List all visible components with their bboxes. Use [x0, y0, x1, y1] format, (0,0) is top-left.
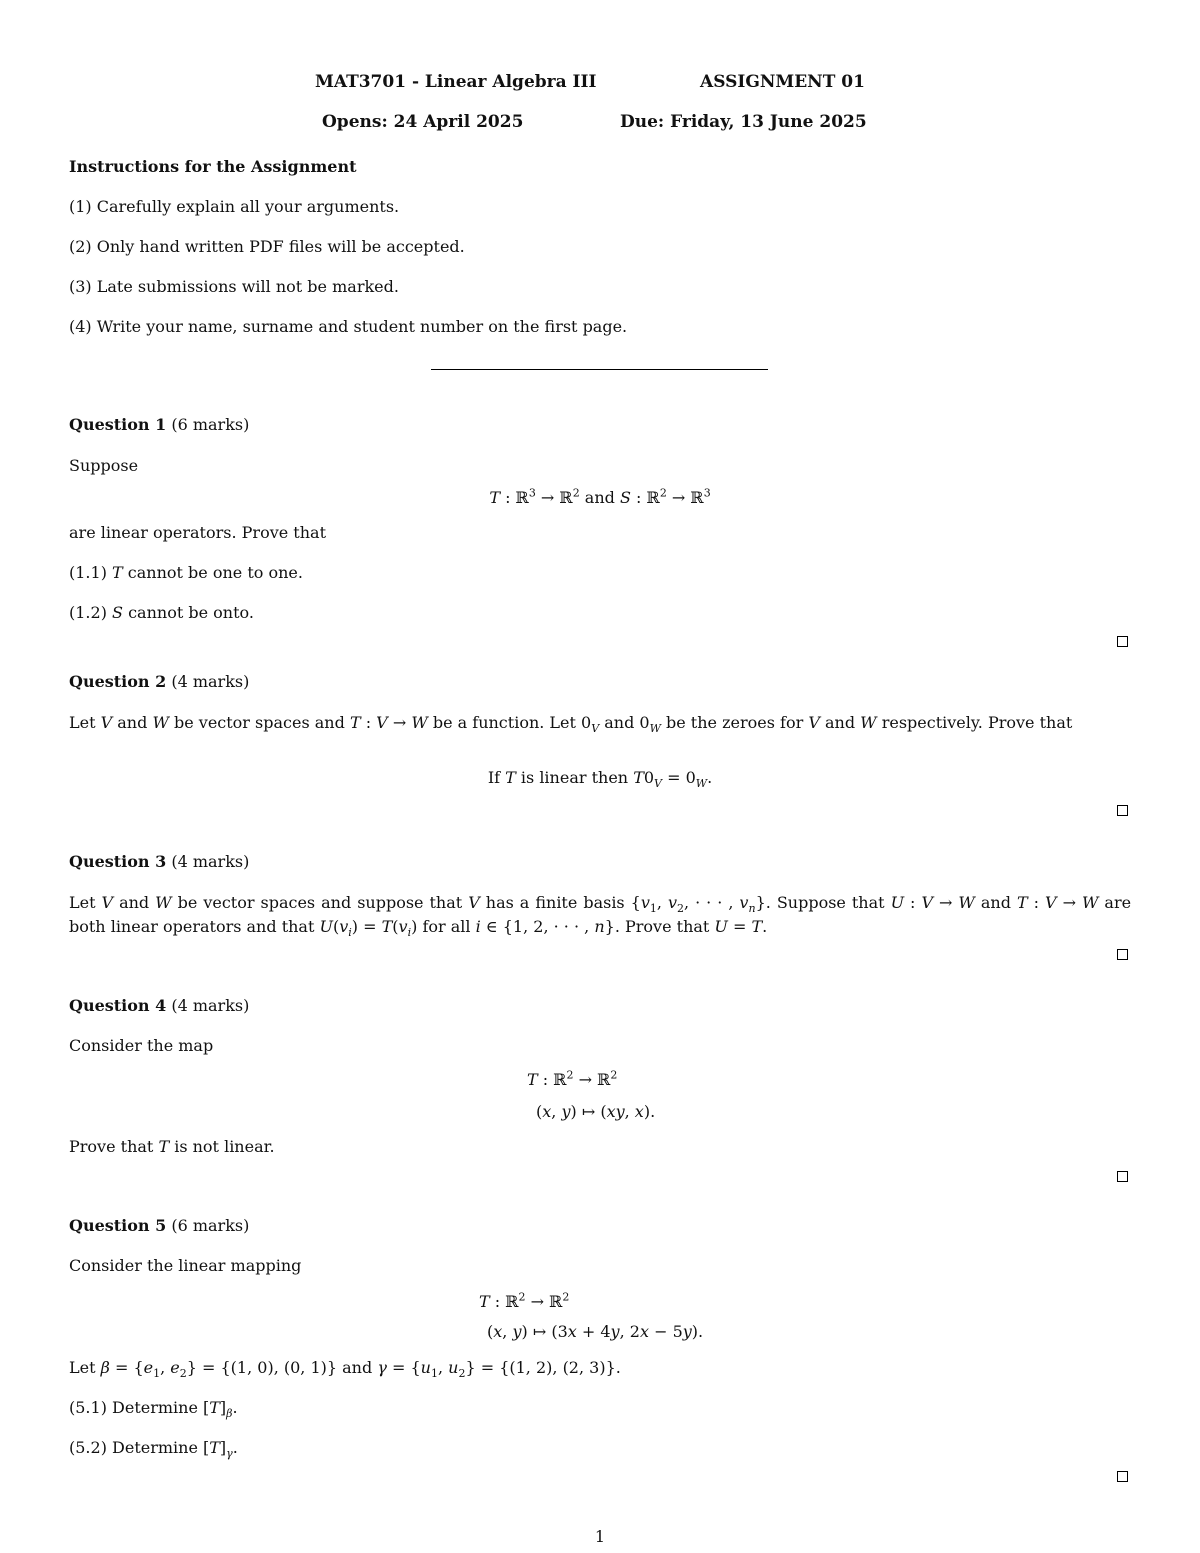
question-1-part-2: (1.2) S cannot be onto. [69, 603, 254, 622]
question-1-mid: are linear operators. Prove that [69, 523, 326, 542]
question-5-part-2: (5.2) Determine $[T]_\gamma$. [69, 1438, 238, 1461]
instructions-title: Instructions for the Assignment [69, 157, 357, 176]
question-4-map-line-1: T : ℝ$^2$ → ℝ$^2$ [527, 1068, 618, 1089]
question-4-label: Question 4 [69, 996, 167, 1015]
question-2-heading [69, 672, 249, 691]
question-3-label: Question 3 [69, 852, 167, 871]
question-4-outro: Prove that T is not linear. [69, 1137, 275, 1156]
question-1-part-1: (1.1) T cannot be one to one. [69, 563, 303, 582]
question-4-intro: Consider the map [69, 1036, 214, 1055]
question-2-body: Let V and W be vector spaces and T : V → W be a function. Let $0_V$ and $0_W$ be the zeroes for V and W respectively. Prove that [69, 713, 1073, 736]
question-4-marks: (4 marks) [171, 996, 250, 1015]
question-5-part-2-label: (5.2) Determine [69, 1438, 198, 1457]
question-4-outro-b: is not linear. [174, 1137, 275, 1156]
question-5-part-1: (5.1) Determine $[T]_\beta$. [69, 1398, 238, 1421]
qed-square-icon [1117, 636, 1128, 647]
instruction-item: (3) Late submissions will not be marked. [69, 277, 399, 296]
question-3-body: Let V and W be vector spaces and suppose that V has a finite basis {$v_1$, $v_2$, · · · , $v_n$}. Suppose that U : V → W and T : V → W are both linear operators and that $U(v_i) = T(v_i)$ for all i ∈ {1, 2, · · · , n}. Prove that U = T. [69, 893, 1132, 940]
question-1-part-1-label: (1.1) [69, 563, 107, 582]
qed-square-icon [1117, 1471, 1128, 1482]
divider [431, 369, 768, 370]
instruction-item: (4) Write your name, surname and student number on the first page. [69, 317, 628, 336]
question-5-label: Question 5 [69, 1216, 167, 1235]
question-1-part-1-text: cannot be one to one. [127, 563, 303, 582]
question-1-part-2-text: cannot be onto. [128, 603, 254, 622]
question-1-intro: Suppose [69, 456, 139, 475]
question-1-part-2-label: (1.2) [69, 603, 107, 622]
question-2-math: If T is linear then $T0_V = 0_W$. [487, 768, 713, 791]
question-3-marks: (4 marks) [171, 852, 250, 871]
due-date: Due: Friday, 13 June 2025 [620, 112, 867, 132]
instruction-item: (2) Only hand written PDF files will be accepted. [69, 237, 465, 256]
question-2-marks: (4 marks) [171, 672, 250, 691]
question-4-map-line-2: (x, y) ↦ (xy, x). [536, 1102, 656, 1121]
question-5-heading [69, 1216, 249, 1235]
question-5-map-line-2: (x, y) ↦ (3x + 4y, 2x − 5y). [487, 1322, 704, 1341]
question-1-math: T : ℝ$^3$ → ℝ$^2$ and S : ℝ$^2$ → ℝ$^3$ [489, 486, 711, 507]
question-1-heading [69, 415, 249, 434]
page-number: 1 [594, 1527, 606, 1546]
course-title: MAT3701 - Linear Algebra III [315, 72, 597, 92]
question-5-intro: Consider the linear mapping [69, 1256, 302, 1275]
question-5-part-1-label: (5.1) Determine [69, 1398, 198, 1417]
question-4-outro-a: Prove that [69, 1137, 154, 1156]
qed-square-icon [1117, 949, 1128, 960]
qed-square-icon [1117, 1171, 1128, 1182]
qed-square-icon [1117, 805, 1128, 816]
question-4-heading [69, 996, 249, 1015]
question-5-map-line-1: T : ℝ$^2$ → ℝ$^2$ [479, 1290, 570, 1311]
assignment-title: ASSIGNMENT 01 [700, 72, 865, 92]
question-1-label: Question 1 [69, 415, 167, 434]
question-5-marks: (6 marks) [171, 1216, 250, 1235]
question-2-label: Question 2 [69, 672, 167, 691]
question-5-bases: Let $\beta = \{e_1$, $e_2\} = \{(1$, 0), (0, 1)} and $\gamma = \{u_1$, $u_2\} = \{(1$, 2), (2, 3)}. [69, 1358, 621, 1381]
question-3-heading [69, 852, 249, 871]
instruction-item: (1) Carefully explain all your arguments. [69, 197, 400, 216]
opens-date: Opens: 24 April 2025 [322, 112, 524, 132]
question-1-marks: (6 marks) [171, 415, 250, 434]
